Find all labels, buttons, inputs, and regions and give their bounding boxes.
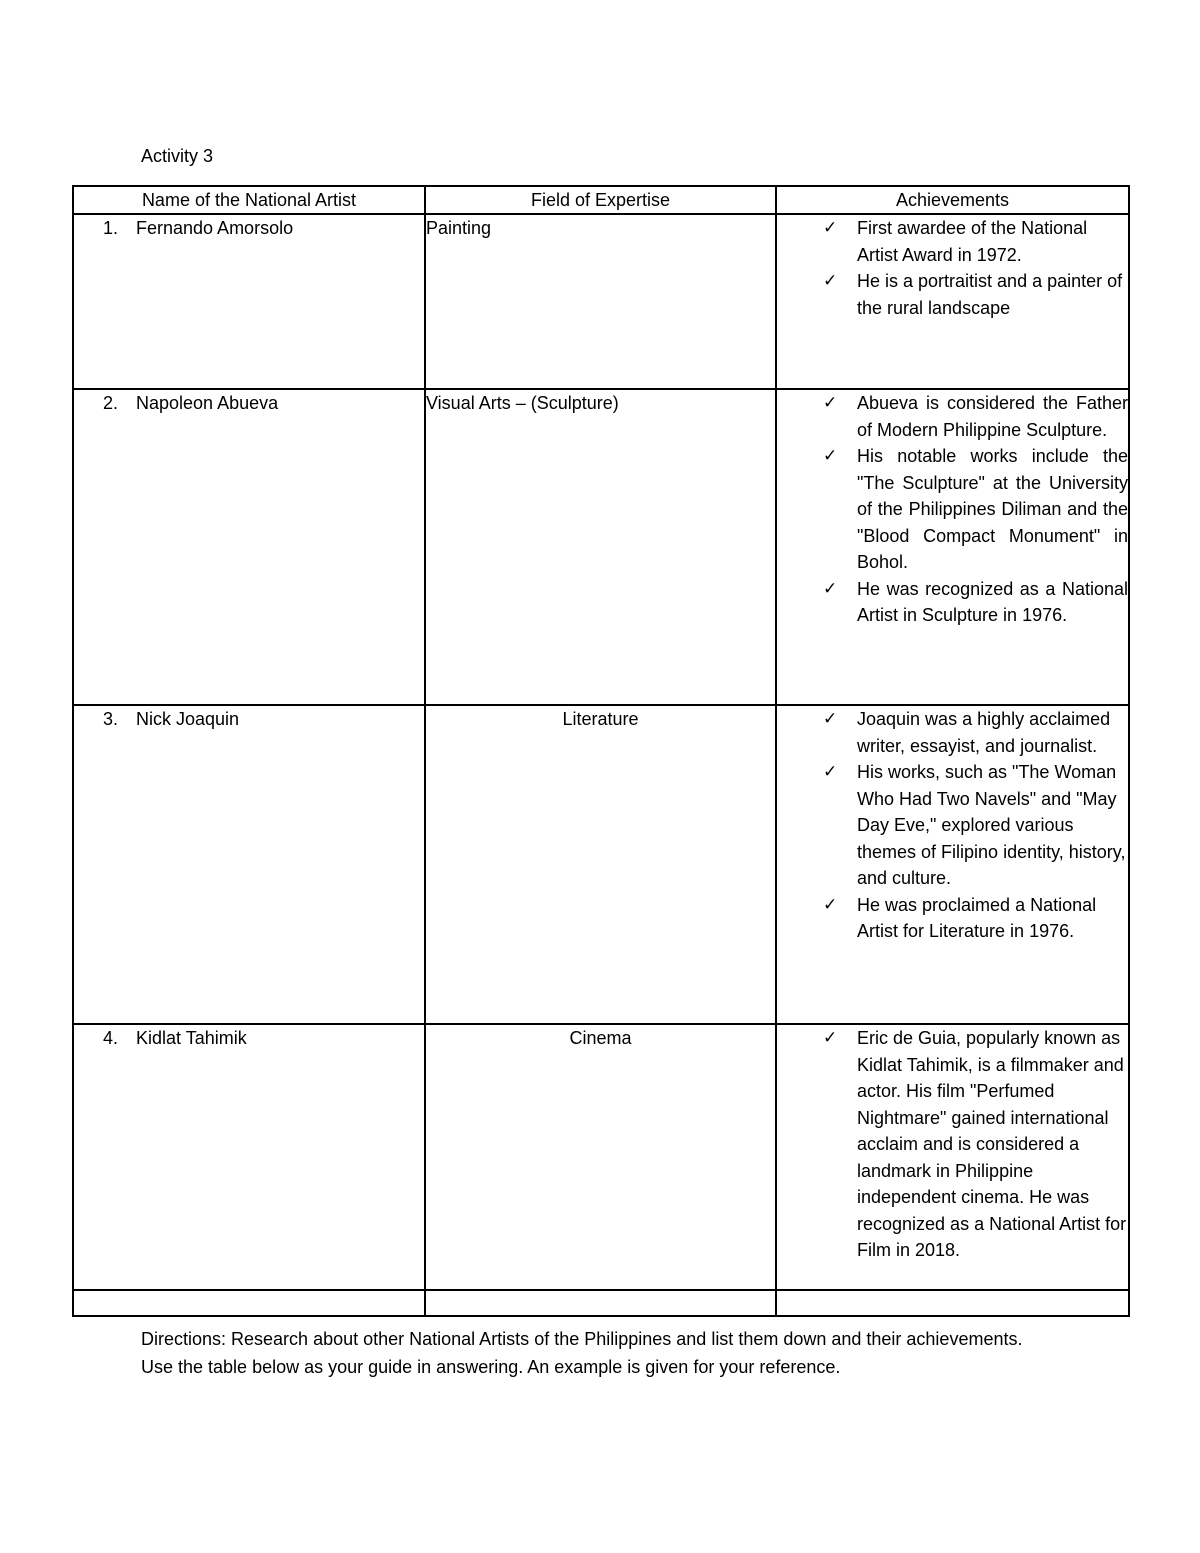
- field-of-expertise: Visual Arts – (Sculpture): [425, 389, 776, 705]
- achievement-item: [777, 759, 1128, 892]
- row-number: 2.: [102, 393, 118, 413]
- achievements-cell: [776, 705, 1129, 1024]
- achievement-text: His works, such as "The Woman Who Had Two Navels" and "May Day Eve," explored various themes of Filipino identity, history, and culture.: [857, 762, 1126, 888]
- achievement-item: [777, 892, 1128, 945]
- achievement-item: [777, 443, 1128, 576]
- achievement-text: He is a portraitist and a painter of the rural landscape: [857, 271, 1123, 318]
- header-name: Name of the National Artist: [73, 186, 425, 214]
- empty-cell: [776, 1290, 1129, 1316]
- activity-title: Activity 3: [141, 146, 214, 166]
- checkmark-icon: ✓: [823, 446, 838, 466]
- achievements-list: [777, 215, 1128, 321]
- artist-name: Kidlat Tahimik: [136, 1028, 247, 1048]
- achievements-cell: [776, 214, 1129, 389]
- header-field: Field of Expertise: [425, 186, 776, 214]
- achievement-text: Joaquin was a highly acclaimed writer, essayist, and journalist.: [857, 709, 1111, 756]
- achievement-item: [777, 268, 1128, 321]
- achievements-list: [777, 706, 1128, 945]
- achievement-item: [777, 390, 1128, 443]
- table-row: [73, 1024, 1129, 1290]
- artist-name-cell: [73, 389, 425, 705]
- achievement-text: He was proclaimed a National Artist for Literature in 1976.: [857, 894, 1097, 941]
- achievement-item: [777, 576, 1128, 629]
- achievement-item: [777, 1025, 1128, 1264]
- checkmark-icon: ✓: [823, 762, 838, 782]
- artist-name: Nick Joaquin: [136, 709, 240, 729]
- row-number: 3.: [102, 709, 118, 729]
- achievement-text: His notable works include the "The Sculpture" at the University of the Philippines Diliman and the "Blood Compact Monument" in Bohol.: [857, 446, 1128, 572]
- header-achievements: Achievements: [776, 186, 1129, 214]
- national-artists-table: [72, 185, 1130, 1317]
- empty-cell: [425, 1290, 776, 1316]
- empty-table-row: [73, 1290, 1129, 1316]
- achievement-item: [777, 215, 1128, 268]
- table-row: [73, 705, 1129, 1024]
- field-of-expertise: Literature: [425, 705, 776, 1024]
- achievement-text: Abueva is considered the Father of Modern Philippine Sculpture.: [857, 393, 1128, 440]
- artist-name-cell: [73, 705, 425, 1024]
- checkmark-icon: ✓: [823, 1028, 838, 1048]
- directions-text: Directions: Research about other National Artists of the Philippines and list them down and their achievements. Use the table below as your guide in answering. An example is given for your reference.: [141, 1329, 1023, 1377]
- checkmark-icon: ✓: [823, 393, 838, 413]
- checkmark-icon: ✓: [823, 271, 838, 291]
- achievement-text: Eric de Guia, popularly known as Kidlat Tahimik, is a filmmaker and actor. His film "Perfumed Nightmare" gained international acclaim and is considered a landmark in Philippine independent cinema. He was recognized as a National Artist for Film in 2018.: [857, 1028, 1127, 1260]
- achievements-list: [777, 1025, 1128, 1264]
- field-of-expertise: Painting: [425, 214, 776, 389]
- artist-name: Napoleon Abueva: [136, 393, 279, 413]
- checkmark-icon: ✓: [823, 578, 838, 599]
- achievements-cell: [776, 389, 1129, 705]
- table-row: [73, 214, 1129, 389]
- table-header-row: [73, 186, 1129, 214]
- achievement-item: [777, 706, 1128, 759]
- checkmark-icon: ✓: [823, 894, 838, 915]
- artist-name-cell: [73, 214, 425, 389]
- achievements-cell: [776, 1024, 1129, 1290]
- achievement-text: First awardee of the National Artist Award in 1972.: [857, 218, 1088, 265]
- checkmark-icon: ✓: [823, 709, 838, 729]
- artist-name-cell: [73, 1024, 425, 1290]
- table-row: [73, 389, 1129, 705]
- checkmark-icon: ✓: [823, 218, 838, 238]
- row-number: 4.: [102, 1028, 118, 1048]
- artist-name: Fernando Amorsolo: [136, 218, 294, 238]
- achievement-text: He was recognized as a National Artist in Sculpture in 1976.: [857, 578, 1128, 625]
- field-of-expertise: Cinema: [425, 1024, 776, 1290]
- row-number: 1.: [102, 218, 118, 238]
- achievements-list: [777, 390, 1128, 629]
- empty-cell: [73, 1290, 425, 1316]
